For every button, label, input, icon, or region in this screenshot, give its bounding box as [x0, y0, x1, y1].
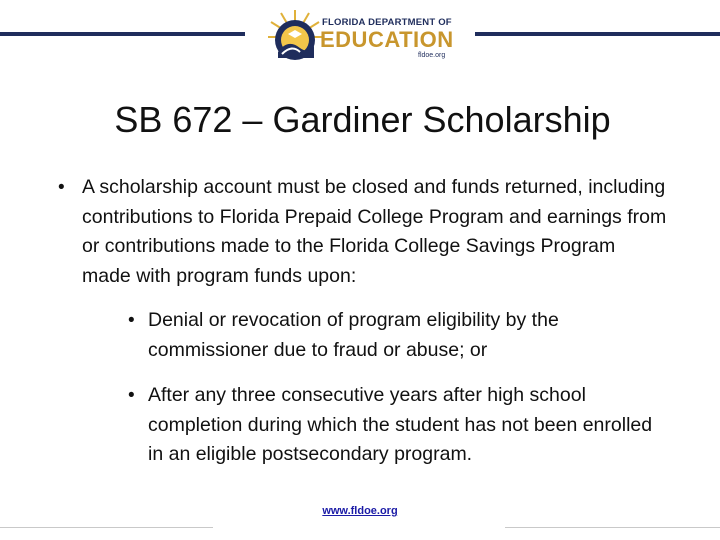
- fldoe-logo: [266, 6, 458, 66]
- bullet-icon: •: [128, 310, 135, 331]
- sun-logo-icon: [266, 8, 324, 66]
- footer-rule-left: [0, 527, 213, 528]
- sub-bullet-text-1: Denial or revocation of program eligibility by the commissioner due to fraud or abuse; or: [148, 309, 559, 361]
- bullet-icon: •: [128, 385, 135, 406]
- logo-url: fldoe.org: [418, 52, 446, 59]
- slide-title: SB 672 – Gardiner Scholarship: [114, 99, 611, 140]
- header-rule-left: [0, 32, 245, 36]
- sub-bullet-text-2: After any three consecutive years after high school completion during which the student has not been enrolled in an eligible postsecondary program.: [148, 384, 653, 465]
- sub-bullet-item-1: [128, 306, 668, 365]
- logo-org-line: FLORIDA DEPARTMENT OF: [322, 17, 452, 28]
- sub-bullet-item-2: [128, 381, 668, 470]
- bullet-item-1: [58, 173, 668, 291]
- header-rule-right: [475, 32, 720, 36]
- logo-main-word: EDUCATION: [320, 27, 454, 52]
- bullet-text-1: A scholarship account must be closed and funds returned, including contributions to Florida Prepaid College Program and earnings from or contributions made to the Florida College Savings Program made with program funds upon:: [82, 176, 667, 287]
- bullet-icon: •: [58, 177, 65, 198]
- footer-rule-right: [505, 527, 720, 528]
- footer-website-link[interactable]: www.fldoe.org: [322, 505, 398, 517]
